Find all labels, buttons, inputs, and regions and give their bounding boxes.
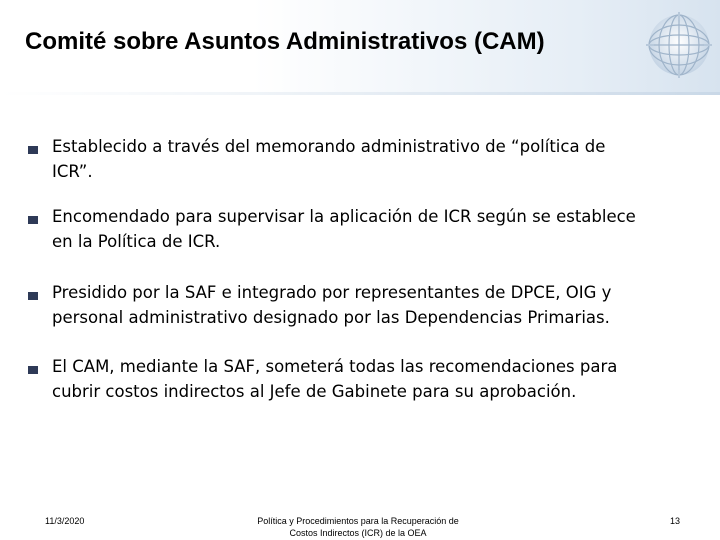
oas-globe-logo-icon (646, 12, 712, 78)
bullet-item (52, 134, 692, 184)
footer-caption-line: Costos Indirectos (ICR) de la OEA (289, 528, 427, 538)
bullet-line: en la Política de ICR. (52, 232, 221, 251)
bullet-line: Establecido a través del memorando administrativo de “política de (52, 137, 606, 156)
bullet-line: Encomendado para supervisar la aplicación de ICR según se establece (52, 207, 636, 226)
bullet-marker (28, 146, 38, 154)
bullet-line: ICR”. (52, 162, 93, 181)
footer-caption-line: Política y Procedimientos para la Recuperación de (257, 516, 459, 526)
bullet-item (52, 204, 692, 254)
bullet-item (52, 280, 692, 330)
title-underline (0, 92, 720, 95)
bullet-marker (28, 366, 38, 374)
bullet-marker (28, 292, 38, 300)
page-number: 13 (669, 516, 680, 526)
slide-title: Comité sobre Asuntos Administrativos (CAM) (25, 28, 545, 55)
bullet-line: Presidido por la SAF e integrado por representantes de DPCE, OIG y (52, 283, 612, 302)
bullet-line: personal administrativo designado por las Dependencias Primarias. (52, 308, 610, 327)
footer-date: 11/3/2020 (45, 516, 85, 526)
footer-caption (230, 515, 486, 539)
bullet-marker (28, 216, 38, 224)
bullet-line: El CAM, mediante la SAF, someterá todas las recomendaciones para (52, 357, 618, 376)
bullet-line: cubrir costos indirectos al Jefe de Gabinete para su aprobación. (52, 382, 577, 401)
bullet-item (52, 354, 692, 404)
